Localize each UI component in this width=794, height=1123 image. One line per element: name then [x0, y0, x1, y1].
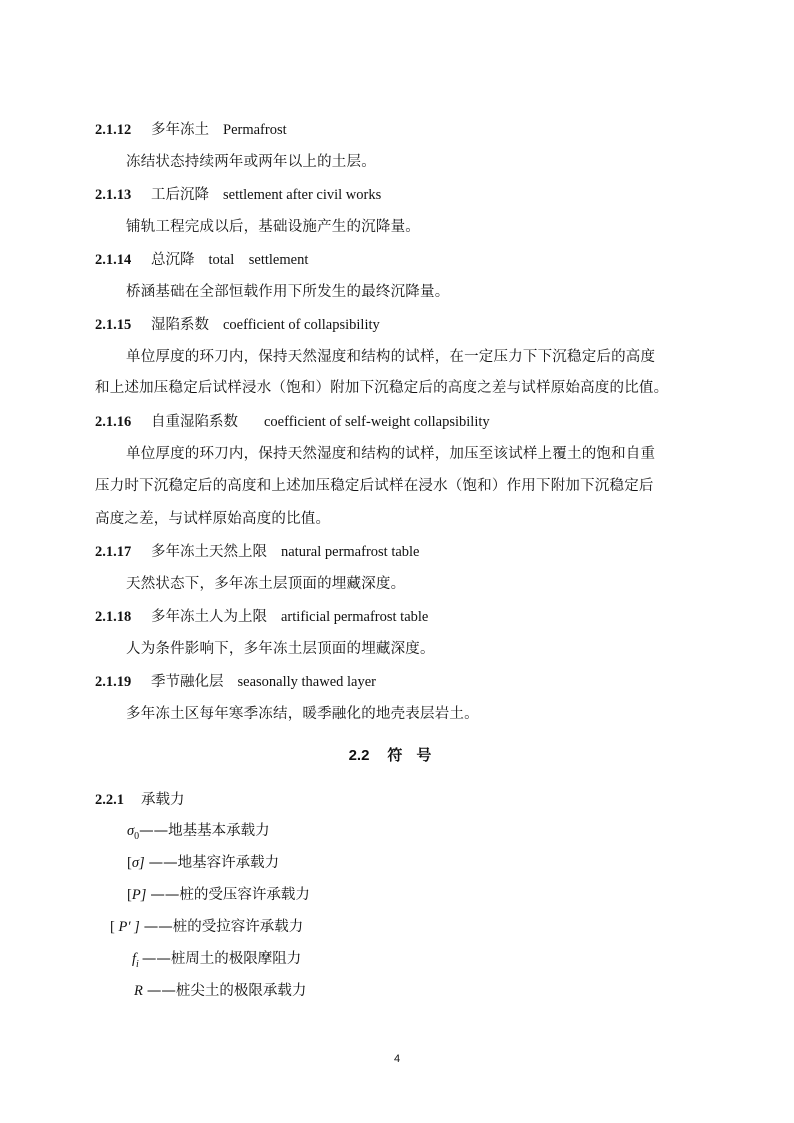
term-heading	[95, 542, 705, 562]
term-number: 2.1.12	[95, 122, 132, 138]
term-english: Permafrost	[223, 122, 287, 138]
term-heading	[95, 607, 705, 627]
term-definition: 桥涵基础在全部恒载作用下所发生的最终沉降量。	[126, 284, 450, 300]
term-definition: 高度之差，与试样原始高度的比值。	[95, 511, 331, 527]
term-definition: 铺轨工程完成以后，基础设施产生的沉降量。	[126, 219, 420, 235]
symbol-description: ——地基容许承载力	[148, 855, 280, 871]
symbol-subscript: 0	[134, 830, 140, 842]
term-definition: 和上述加压稳定后试样浸水（饱和）附加下沉稳定后的高度之差与试样原始高度的比值。	[95, 380, 669, 396]
subsection-number: 2.2.1	[95, 792, 124, 808]
term-chinese: 总沉降	[151, 252, 195, 268]
section-heading	[0, 745, 794, 767]
term-number: 2.1.15	[95, 317, 132, 333]
term-chinese: 湿陷系数	[151, 317, 209, 333]
term-number: 2.1.18	[95, 609, 132, 625]
term-definition: 单位厚度的环刀内，保持天然湿度和结构的试样，在一定压力下下沉稳定后的高度	[126, 349, 656, 365]
symbol: f	[132, 951, 137, 967]
term-definition: 天然状态下，多年冻土层顶面的埋藏深度。	[126, 576, 406, 592]
symbol-description: ——桩周土的极限摩阻力	[141, 951, 302, 967]
symbol: P]	[131, 887, 147, 903]
term-heading	[95, 185, 705, 205]
symbol-description: ——桩尖土的极限承载力	[146, 983, 307, 999]
term-english: natural permafrost table	[281, 544, 420, 560]
symbol-row	[110, 917, 303, 937]
term-number: 2.1.13	[95, 187, 132, 203]
symbol: [	[110, 919, 119, 935]
symbol-description: ——桩的受拉容许承载力	[143, 919, 304, 935]
symbol-row	[127, 885, 310, 905]
symbol-subscript: i	[136, 958, 139, 970]
term-number: 2.1.14	[95, 252, 132, 268]
term-english: settlement after civil works	[223, 187, 382, 203]
subsection-title: 承载力	[141, 792, 185, 808]
term-definition: 单位厚度的环刀内，保持天然湿度和结构的试样，加压至该试样上覆土的饱和自重	[126, 446, 656, 462]
term-definition: 多年冻土区每年寒季冻结，暖季融化的地壳表层岩土。	[126, 706, 479, 722]
term-heading	[95, 412, 705, 432]
symbol-row	[132, 949, 301, 975]
symbol-row	[134, 981, 306, 1001]
symbol-description: ——地基基本承载力	[139, 823, 270, 839]
term-chinese: 多年冻土天然上限	[151, 544, 267, 560]
term-heading	[95, 250, 705, 270]
term-number: 2.1.16	[95, 414, 132, 430]
term-number: 2.1.17	[95, 544, 132, 560]
term-chinese: 多年冻土	[151, 122, 209, 138]
term-english: coefficient of self-weight collapsibility	[264, 414, 490, 430]
term-english: artificial permafrost table	[281, 609, 429, 625]
term-heading	[95, 672, 705, 692]
symbol: σ]	[131, 855, 145, 871]
section-title: 符号	[387, 747, 446, 764]
term-english: coefficient of collapsibility	[223, 317, 380, 333]
term-definition: 冻结状态持续两年或两年以上的土层。	[126, 154, 376, 170]
term-chinese: 季节融化层	[151, 674, 224, 690]
symbol: R	[134, 983, 143, 999]
term-definition: 人为条件影响下，多年冻土层顶面的埋藏深度。	[126, 641, 435, 657]
subsection-heading	[95, 790, 705, 810]
term-heading	[95, 315, 705, 335]
term-chinese: 工后沉降	[151, 187, 209, 203]
term-number: 2.1.19	[95, 674, 132, 690]
page-number: 4	[393, 1053, 401, 1065]
symbol-row	[127, 853, 279, 873]
section-number: 2.2	[348, 747, 370, 764]
symbol-row	[127, 821, 270, 847]
symbol: σ	[127, 823, 135, 839]
term-english: total settlement	[208, 252, 309, 268]
symbol-description: ——桩的受压容许承载力	[150, 887, 310, 903]
symbol: P′ ]	[118, 919, 140, 935]
term-chinese: 多年冻土人为上限	[151, 609, 267, 625]
symbol: [	[127, 887, 132, 903]
term-english: seasonally thawed layer	[237, 674, 377, 690]
term-heading	[95, 120, 705, 140]
term-definition: 压力时下沉稳定后的高度和上述加压稳定后试样在浸水（饱和）作用下附加下沉稳定后	[95, 478, 654, 494]
term-chinese: 自重湿陷系数	[151, 414, 238, 430]
symbol: [	[127, 855, 132, 871]
